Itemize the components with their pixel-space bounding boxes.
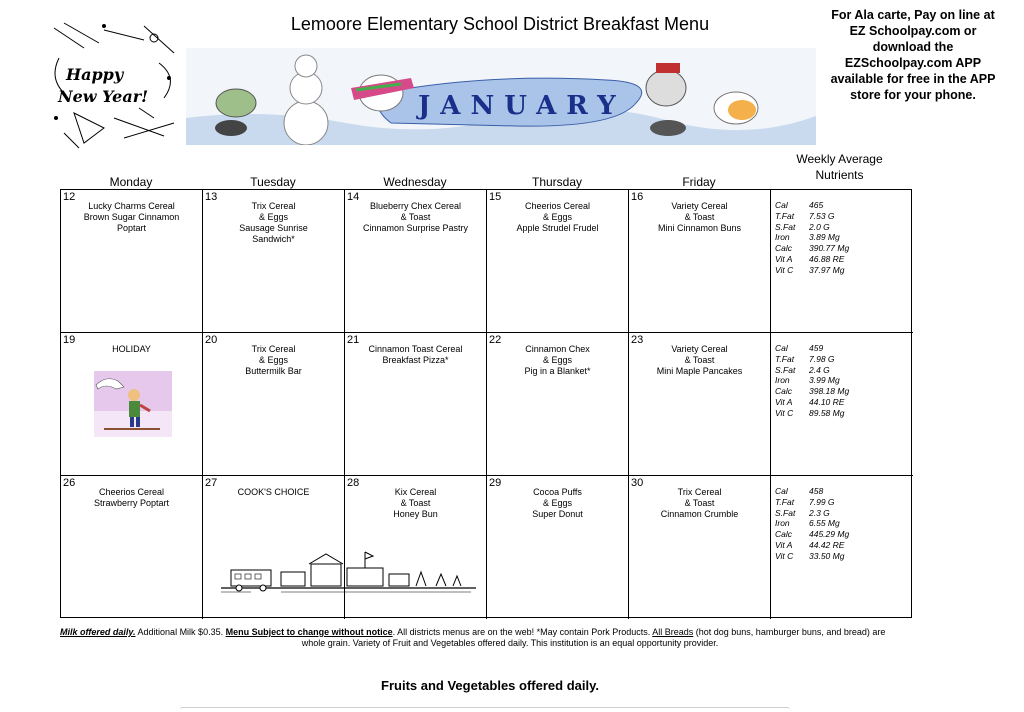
nutrient-label: T.Fat (775, 496, 795, 507)
nutrient-value: 465 (809, 200, 824, 210)
day-cell (345, 190, 487, 333)
nutrient-row (775, 375, 849, 386)
day-number: 14 (347, 191, 360, 203)
day-number: 15 (489, 191, 502, 203)
nutrient-value: 459 (809, 343, 824, 353)
milk-note: Milk offered daily. (60, 627, 136, 637)
day-header-monday: Monday (109, 175, 153, 189)
nutrient-row (775, 343, 849, 354)
day-number: 29 (489, 477, 502, 489)
ala-line: available for free in the APP (830, 72, 996, 86)
menu-items (345, 344, 486, 366)
menu-item: Strawberry Poptart (93, 498, 170, 508)
menu-item: Super Donut (532, 509, 583, 519)
nutrient-label: Vit A (775, 253, 793, 264)
fruits-notice: Fruits and Vegetables offered daily. (381, 678, 599, 693)
page-bottom-edge (180, 707, 790, 712)
menu-item: & Eggs (542, 355, 573, 365)
nutrient-row (775, 486, 849, 497)
menu-item: & Toast (684, 212, 715, 222)
menu-item: Breakfast Pizza* (382, 355, 449, 365)
menu-item: & Eggs (542, 498, 573, 508)
menu-item: Sausage Sunrise (239, 223, 308, 233)
day-cell (487, 476, 629, 619)
menu-item: Variety Cereal (671, 201, 728, 211)
menu-item: Buttermilk Bar (245, 366, 302, 376)
newyear-line-2: New Year! (58, 87, 149, 106)
nutrient-row (775, 254, 849, 265)
footer-end: (hot dog buns, hamburger buns, and bread) are (693, 627, 886, 637)
menu-item: Trix Cereal (251, 344, 296, 354)
footer-mid: . All districts menus are on the web! *May contain Pork Products. (392, 627, 653, 637)
menu-items (61, 487, 202, 509)
nutrient-value: 2.4 G (809, 364, 830, 375)
nutrient-value: 398.18 Mg (809, 386, 850, 397)
nutrient-value: 6.55 Mg (809, 518, 840, 529)
menu-items (61, 344, 202, 355)
nutrient-row (775, 508, 849, 519)
nutrient-value: 2.0 G (809, 221, 830, 232)
day-cell (629, 476, 771, 619)
nutrient-value: 7.99 G (809, 496, 835, 507)
menu-item: Cheerios Cereal (98, 487, 165, 497)
nutrient-row (775, 540, 849, 551)
nutrient-label: Calc (775, 529, 793, 540)
nutrient-label: Vit C (775, 407, 794, 418)
menu-item: Cinnamon Toast Cereal (368, 344, 463, 354)
ala-line: EZ Schoolpay.com or (849, 24, 977, 38)
town-sketch-icon (221, 548, 476, 596)
menu-item: Cinnamon Chex (525, 344, 590, 354)
menu-item: Blueberry Chex Cereal (369, 201, 462, 211)
weekly-header-line: Nutrients (815, 168, 864, 182)
day-number: 13 (205, 191, 218, 203)
day-cell (487, 333, 629, 476)
menu-item: HOLIDAY (112, 344, 151, 354)
nutrient-value: 89.58 Mg (809, 407, 845, 418)
animal-bottom-right-icon (714, 92, 758, 124)
menu-item: Cinnamon Surprise Pastry (362, 223, 469, 233)
nutrient-label: Calc (775, 386, 793, 397)
nutrient-value: 390.77 Mg (809, 243, 850, 254)
ala-line: For Ala carte, Pay on line at (831, 8, 995, 22)
nutrient-row (775, 211, 849, 222)
nutrient-label: Cal (775, 343, 788, 353)
day-number: 26 (63, 477, 76, 489)
menu-item: Cheerios Cereal (524, 201, 591, 211)
nutrient-label: S.Fat (775, 364, 796, 375)
day-number: 12 (63, 191, 76, 203)
nutrient-label: Cal (775, 486, 788, 496)
menu-items (629, 344, 770, 377)
nutrient-label: S.Fat (775, 221, 796, 232)
menu-item: & Eggs (258, 212, 289, 222)
day-number: 27 (205, 477, 218, 489)
nutrient-row (775, 200, 849, 211)
footer-line-2: whole grain. Variety of Fruit and Vegetables offered daily. This institution is an equal opportunity provider. (301, 638, 719, 648)
nutrient-value: 458 (809, 486, 824, 496)
menu-item: & Toast (400, 498, 431, 508)
nutrient-label: Vit A (775, 396, 793, 407)
nutrient-value: 7.98 G (809, 353, 835, 364)
nutrient-value: 3.99 Mg (809, 375, 840, 386)
nutrient-value: 445.29 Mg (809, 529, 850, 540)
nutrient-label: Cal (775, 200, 788, 210)
menu-item: Cocoa Puffs (533, 487, 582, 497)
day-number: 23 (631, 334, 644, 346)
nutrient-label: Vit C (775, 264, 794, 275)
nutrient-row (775, 397, 849, 408)
menu-item: Trix Cereal (251, 201, 296, 211)
menu-item: Honey Bun (393, 509, 438, 519)
menu-item: & Toast (400, 212, 431, 222)
day-cell (203, 333, 345, 476)
menu-item: Sandwich* (252, 234, 295, 244)
menu-items (629, 487, 770, 520)
nutrient-label: S.Fat (775, 507, 796, 518)
ala-line: download the (872, 40, 954, 54)
day-number: 22 (489, 334, 502, 346)
nutrient-row (775, 222, 849, 233)
additional-milk: Additional Milk $0.35. (135, 627, 226, 637)
nutrient-row (775, 365, 849, 376)
day-header-friday: Friday (682, 175, 716, 189)
day-cell (629, 333, 771, 476)
menu-items (487, 487, 628, 520)
nutrient-row (775, 354, 849, 365)
day-cell (487, 190, 629, 333)
menu-item: Mini Maple Pancakes (656, 366, 743, 376)
menu-item: & Eggs (258, 355, 289, 365)
nutrient-list (775, 343, 849, 419)
page-title: Lemoore Elementary School District Breakfast Menu (290, 14, 710, 34)
nutrient-value: 33.50 Mg (809, 550, 845, 561)
menu-items (203, 487, 344, 498)
nutrient-value: 46.88 RE (809, 253, 845, 264)
day-number: 19 (63, 334, 76, 346)
menu-items (61, 201, 202, 234)
day-cell (345, 333, 487, 476)
nutrient-row (775, 497, 849, 508)
ala-line: EZSchoolpay.com APP (844, 56, 982, 70)
nutrient-value: 44.42 RE (809, 539, 845, 550)
ala-line: store for your phone. (850, 88, 976, 102)
weekly-header-line: Weekly Average (796, 152, 883, 166)
menu-items (203, 344, 344, 377)
nutrient-value: 7.53 G (809, 210, 835, 221)
menu-item: Poptart (116, 223, 147, 233)
nutrient-row (775, 529, 849, 540)
menu-calendar-grid (60, 189, 912, 618)
day-cell (629, 190, 771, 333)
menu-items (629, 201, 770, 234)
nutrient-label: Vit C (775, 550, 794, 561)
menu-item: Kix Cereal (394, 487, 437, 497)
newyear-line-1: Happy (66, 65, 124, 84)
menu-item: & Toast (684, 355, 715, 365)
nutrient-value: 2.3 G (809, 507, 830, 518)
banner-text: JANUARY (418, 91, 626, 121)
menu-item: Pig in a Blanket* (524, 366, 591, 376)
day-cell (61, 476, 203, 619)
nutrient-row (775, 243, 849, 254)
day-cell (61, 190, 203, 333)
menu-item: Cinnamon Crumble (660, 509, 739, 519)
day-header-wednesday: Wednesday (383, 175, 447, 189)
menu-item: Lucky Charms Cereal (88, 201, 175, 211)
day-header-thursday: Thursday (531, 175, 583, 189)
menu-items (487, 344, 628, 377)
day-number: 20 (205, 334, 218, 346)
nutrients-cell (771, 190, 913, 333)
nutrient-row (775, 265, 849, 276)
nutrient-label: Vit A (775, 539, 793, 550)
day-number: 28 (347, 477, 360, 489)
all-breads-note: All Breads (652, 627, 694, 637)
menu-item: Brown Sugar Cinnamon (83, 212, 180, 222)
menu-item: Mini Cinnamon Buns (657, 223, 742, 233)
nutrients-cell (771, 476, 913, 619)
menu-item: Apple Strudel Frudel (516, 223, 599, 233)
menu-items (345, 201, 486, 234)
nutrient-value: 3.89 Mg (809, 232, 840, 243)
footer-notes (60, 627, 960, 649)
menu-item: & Eggs (542, 212, 573, 222)
nutrient-list (775, 486, 849, 562)
nutrient-label: T.Fat (775, 353, 795, 364)
day-cell (203, 190, 345, 333)
nutrients-cell (771, 333, 913, 476)
menu-items (203, 201, 344, 245)
nutrient-value: 44.10 RE (809, 396, 845, 407)
new-year-clipart-icon (44, 18, 184, 153)
nutrient-label: T.Fat (775, 210, 795, 221)
subject-change-note: Menu Subject to change without notice (225, 627, 393, 637)
day-cell (61, 333, 203, 476)
menu-items (345, 487, 486, 520)
day-number: 30 (631, 477, 644, 489)
menu-item: & Toast (684, 498, 715, 508)
day-number: 16 (631, 191, 644, 203)
nutrient-label: Iron (775, 232, 790, 243)
day-number: 21 (347, 334, 360, 346)
day-header-tuesday: Tuesday (250, 175, 296, 189)
nutrient-label: Calc (775, 243, 793, 254)
child-snow-icon (94, 371, 172, 437)
nutrient-row (775, 551, 849, 562)
january-banner (186, 48, 816, 145)
menu-item: Variety Cereal (671, 344, 728, 354)
nutrient-row (775, 518, 849, 529)
menu-item: Trix Cereal (677, 487, 722, 497)
nutrient-row (775, 232, 849, 243)
menu-item: COOK'S CHOICE (237, 487, 310, 497)
nutrient-value: 37.97 Mg (809, 264, 845, 275)
nutrient-label: Iron (775, 518, 790, 529)
nutrient-row (775, 386, 849, 397)
footer-line-1 (60, 627, 960, 638)
nutrient-list (775, 200, 849, 276)
weekly-nutrients-header (772, 151, 907, 183)
menu-items (487, 201, 628, 234)
nutrient-row (775, 408, 849, 419)
ala-carte-notice (818, 7, 1008, 103)
nutrient-label: Iron (775, 375, 790, 386)
